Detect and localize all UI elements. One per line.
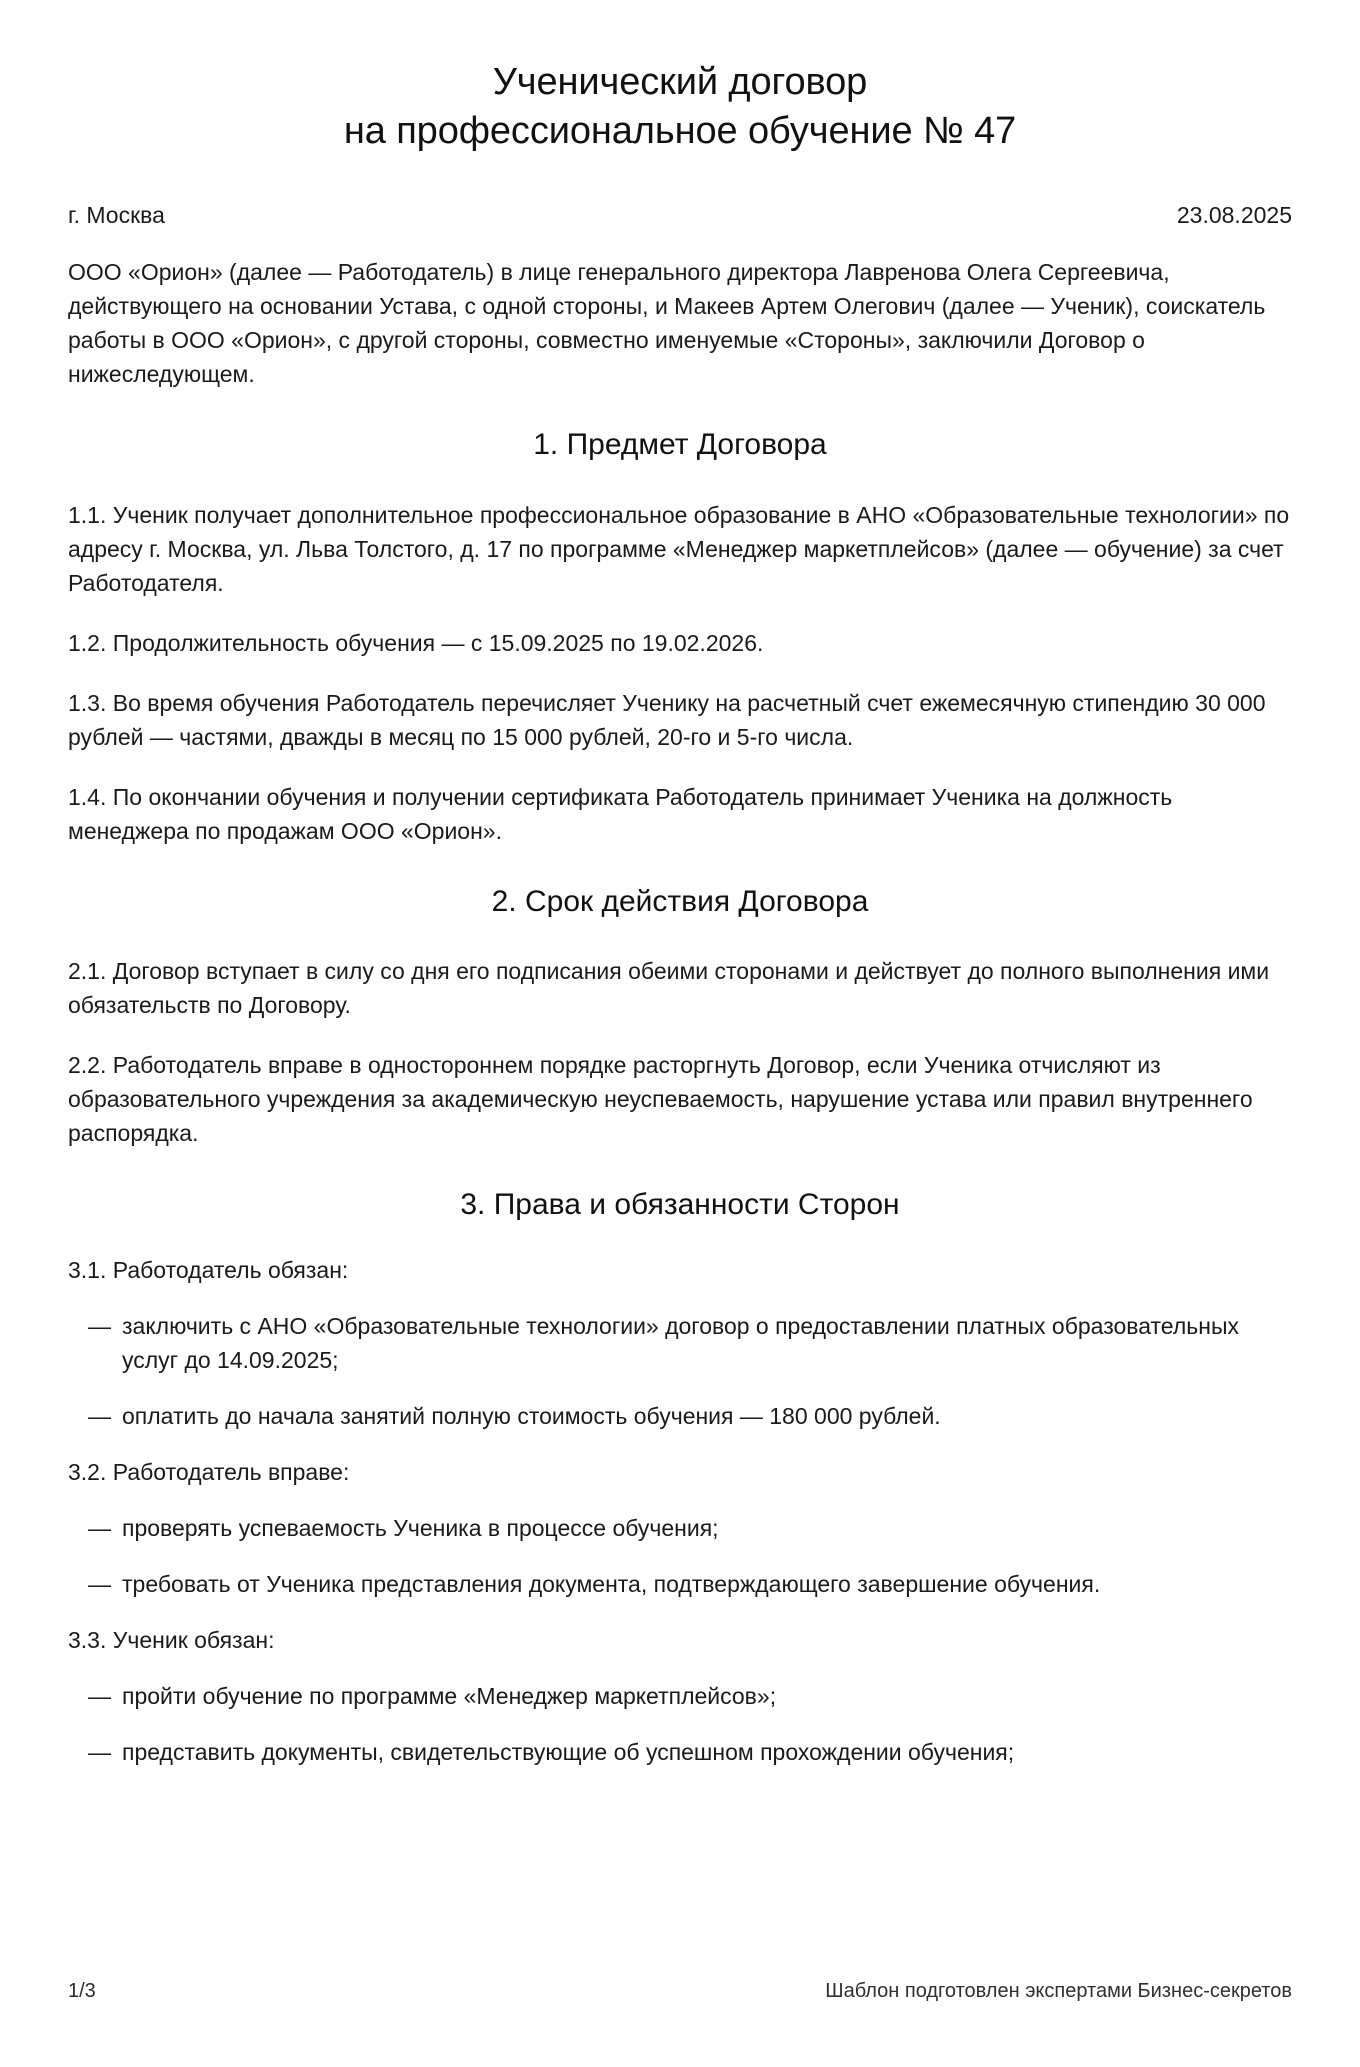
- clause-3-1-intro: 3.1. Работодатель обязан:: [68, 1257, 349, 1283]
- list-item-text: оплатить до начала занятий полную стоимость обучения — 180 000 рублей.: [122, 1403, 941, 1430]
- em-dash-icon: —: [88, 1515, 111, 1542]
- clause-1-1: 1.1. Ученик получает дополнительное профессиональное образование в АНО «Образовательные технологии» по адресу г. Москва, ул. Льва Толстого, д. 17 по программе «Менеджер маркетплейсов» (далее — обучение) за счет Работодателя.: [68, 501, 1290, 596]
- page-title: [68, 0, 1292, 157]
- list-item-text: пройти обучение по программе «Менеджер маркетплейсов»;: [122, 1683, 777, 1710]
- list-item-text: требовать от Ученика представления документа, подтверждающего завершение обучения.: [122, 1571, 1101, 1598]
- page-footer: [68, 1980, 1292, 2003]
- clause-1-2: 1.2. Продолжительность обучения — с 15.09.2025 по 19.02.2026.: [68, 629, 764, 656]
- em-dash-icon: —: [88, 1313, 111, 1340]
- list-item: [68, 1511, 1292, 1545]
- list-item: [68, 1399, 1292, 1433]
- list-item: [68, 1679, 1292, 1713]
- section-heading-2: 2. Срок действия Договора: [491, 884, 869, 918]
- list-item: [68, 1567, 1292, 1601]
- em-dash-icon: —: [88, 1403, 111, 1430]
- footer-attribution: Шаблон подготовлен экспертами Бизнес-секретов: [825, 1980, 1292, 2002]
- page-title-line-1: Ученический договор: [492, 61, 868, 103]
- list-item: [68, 1735, 1292, 1769]
- clause-2-1: 2.1. Договор вступает в силу со дня его подписания обеими сторонами и действует до полного выполнения ими обязательств по Договору.: [68, 958, 1270, 1019]
- em-dash-icon: —: [88, 1683, 111, 1710]
- page-number: 1/3: [68, 1980, 96, 2002]
- em-dash-icon: —: [88, 1571, 111, 1598]
- clause-3-2-intro: 3.2. Работодатель вправе:: [68, 1459, 350, 1486]
- list-item-text: заключить с АНО «Образовательные технологии» договор о предоставлении платных образовательных услуг до 14.09.2025;: [122, 1313, 1239, 1374]
- clause-1-3: 1.3. Во время обучения Работодатель перечисляет Ученику на расчетный счет ежемесячную стипендию 30 000 рублей — частями, дважды в месяц по 15 000 рублей, 20-го и 5-го числа.: [68, 689, 1266, 750]
- section-heading-3: 3. Права и обязанности Сторон: [460, 1187, 900, 1221]
- section-heading-1: 1. Предмет Договора: [533, 428, 827, 462]
- clause-3-1-list: [68, 1309, 1292, 1433]
- clause-1-4: 1.4. По окончании обучения и получении сертификата Работодатель принимает Ученика на должность менеджера по продажам ООО «Орион».: [68, 783, 1173, 844]
- document-city: г. Москва: [68, 201, 165, 228]
- em-dash-icon: —: [88, 1739, 111, 1766]
- preamble-paragraph: ООО «Орион» (далее — Работодатель) в лице генерального директора Лавренова Олега Сергеевича, действующего на основании Устава, с одной стороны, и Макеев Артем Олегович (далее — Ученик), соискатель работы в ООО «Орион», с другой стороны, совместно именуемые «Стороны», заключили Договор о нижеследующем.: [68, 258, 1266, 388]
- clause-2-2: 2.2. Работодатель вправе в одностороннем порядке расторгнуть Договор, если Ученика отчисляют из образовательного учреждения за академическую неуспеваемость, нарушение устава или правил внутреннего распорядка.: [68, 1052, 1253, 1147]
- list-item: [68, 1309, 1292, 1377]
- clause-3-3-list: [68, 1679, 1292, 1769]
- list-item-text: представить документы, свидетельствующие об успешном прохождении обучения;: [122, 1739, 1015, 1766]
- page-title-line-2: на профессиональное обучение № 47: [343, 110, 1017, 153]
- list-item-text: проверять успеваемость Ученика в процессе обучения;: [122, 1515, 719, 1542]
- document-date: 23.08.2025: [1176, 201, 1292, 228]
- clause-3-2-list: [68, 1511, 1292, 1601]
- document-meta-row: [68, 199, 1292, 231]
- clause-3-3-intro: 3.3. Ученик обязан:: [68, 1627, 275, 1654]
